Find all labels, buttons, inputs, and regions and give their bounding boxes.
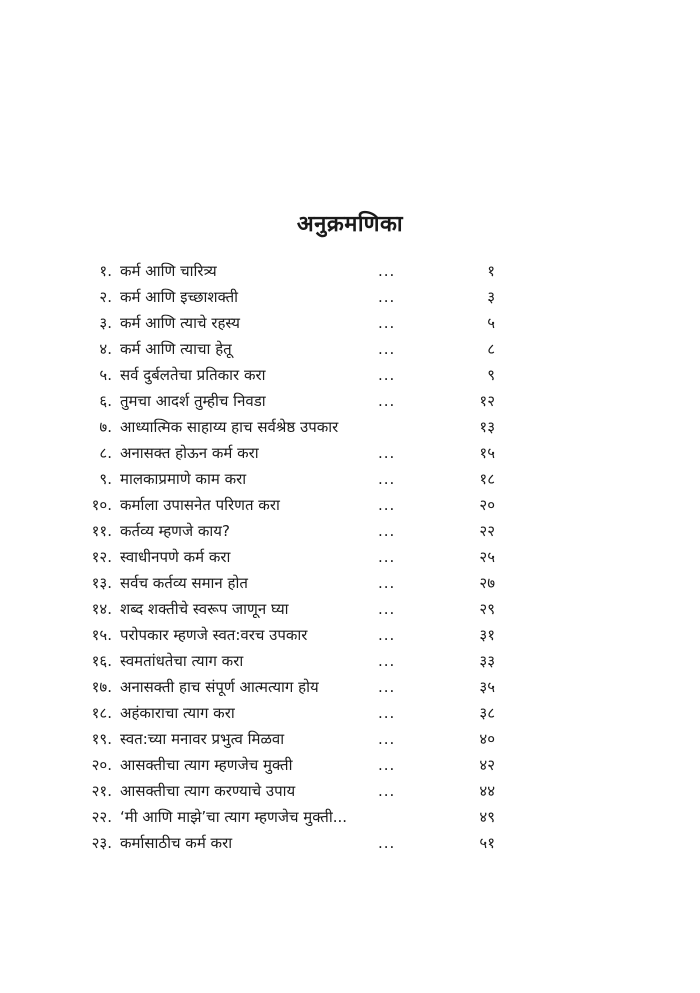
entry-leader: ...: [378, 626, 396, 644]
entry-number: ९.: [99, 470, 112, 488]
entry-number: १९.: [91, 730, 112, 748]
entry-title: स्वत:च्या मनावर प्रभुत्व मिळवा: [120, 730, 285, 748]
toc-entry: [0, 310, 700, 336]
entry-number: २०.: [91, 756, 112, 774]
entry-leader: ...: [378, 392, 396, 410]
entry-title: अनासक्ती हाच संपूर्ण आत्मत्याग होय: [120, 678, 319, 696]
entry-leader: ...: [378, 600, 396, 618]
entry-leader: ...: [378, 652, 396, 670]
entry-title: सर्वच कर्तव्य समान होत: [120, 574, 248, 592]
toc-entry: [0, 388, 700, 414]
entry-leader: ...: [378, 288, 396, 306]
entry-title: अहंकाराचा त्याग करा: [120, 704, 235, 722]
entry-number: ६.: [99, 392, 112, 410]
entry-page-number: २९: [479, 600, 495, 618]
entry-title: ‘मी आणि माझे’चा त्याग म्हणजेच मुक्ती...: [120, 808, 348, 826]
entry-page-number: २५: [479, 548, 495, 566]
entry-title: कर्म आणि चारित्र्य: [120, 262, 217, 280]
entry-page-number: २०: [479, 496, 495, 514]
entry-leader: ...: [378, 496, 396, 514]
toc-list: [0, 258, 700, 856]
entry-leader: ...: [378, 704, 396, 722]
page-title: अनुक्रमणिका: [296, 212, 404, 237]
entry-title: तुमचा आदर्श तुम्हीच निवडा: [120, 392, 266, 410]
entry-title: आसक्तीचा त्याग करण्याचे उपाय: [120, 782, 296, 800]
entry-leader: ...: [378, 262, 396, 280]
entry-title: स्वाधीनपणे कर्म करा: [120, 548, 231, 566]
toc-entry: [0, 804, 700, 830]
entry-page-number: ४४: [479, 782, 495, 800]
toc-entry: [0, 336, 700, 362]
toc-entry: [0, 258, 700, 284]
entry-number: ५.: [99, 366, 112, 384]
entry-leader: ...: [378, 756, 396, 774]
entry-number: ७.: [99, 418, 112, 436]
toc-entry: [0, 778, 700, 804]
entry-title: कर्माला उपासनेत परिणत करा: [120, 496, 280, 514]
entry-leader: ...: [378, 548, 396, 566]
entry-page-number: १३: [479, 418, 495, 436]
entry-number: १४.: [91, 600, 112, 618]
entry-page-number: १: [487, 262, 495, 280]
entry-title: स्वमतांधतेचा त्याग करा: [120, 652, 244, 670]
entry-number: ११.: [91, 522, 112, 540]
entry-title: कर्मासाठीच कर्म करा: [120, 834, 233, 852]
entry-page-number: ५: [487, 314, 495, 332]
toc-entry: [0, 570, 700, 596]
toc-entry: [0, 518, 700, 544]
toc-entry: [0, 726, 700, 752]
entry-title: सर्व दुर्बलतेचा प्रतिकार करा: [120, 366, 266, 384]
entry-number: १२.: [91, 548, 112, 566]
entry-page-number: ३३: [479, 652, 495, 670]
entry-number: १५.: [91, 626, 112, 644]
entry-title: मालकाप्रमाणे काम करा: [120, 470, 247, 488]
entry-page-number: ३१: [479, 626, 495, 644]
toc-entry: [0, 752, 700, 778]
entry-number: १०.: [91, 496, 112, 514]
entry-number: ४.: [99, 340, 112, 358]
entry-page-number: ४२: [479, 756, 495, 774]
toc-entry: [0, 492, 700, 518]
entry-title: अनासक्त होऊन कर्म करा: [120, 444, 259, 462]
entry-title: कर्म आणि त्याचे रहस्य: [120, 314, 240, 332]
toc-entry: [0, 830, 700, 856]
entry-page-number: २७: [479, 574, 495, 592]
toc-entry: [0, 440, 700, 466]
entry-title: परोपकार म्हणजे स्वत:वरच उपकार: [120, 626, 308, 644]
toc-entry: [0, 648, 700, 674]
entry-page-number: ३५: [479, 678, 495, 696]
entry-number: १८.: [91, 704, 112, 722]
entry-page-number: ३: [487, 288, 495, 306]
entry-title: कर्म आणि इच्छाशक्ती: [120, 288, 239, 306]
toc-entry: [0, 466, 700, 492]
entry-number: ८.: [99, 444, 112, 462]
entry-leader: ...: [378, 730, 396, 748]
entry-leader: ...: [378, 314, 396, 332]
entry-leader: ...: [378, 574, 396, 592]
entry-page-number: १५: [479, 444, 495, 462]
entry-title: शब्द शक्तीचे स्वरूप जाणून घ्या: [120, 600, 289, 618]
entry-title: कर्तव्य म्हणजे काय?: [120, 522, 230, 540]
entry-leader: ...: [378, 444, 396, 462]
entry-leader: ...: [378, 470, 396, 488]
toc-entry: [0, 674, 700, 700]
toc-entry: [0, 700, 700, 726]
entry-title: आसक्तीचा त्याग म्हणजेच मुक्ती: [120, 756, 293, 774]
entry-leader: ...: [378, 522, 396, 540]
entry-leader: ...: [378, 834, 396, 852]
entry-page-number: ३८: [479, 704, 495, 722]
entry-number: १.: [99, 262, 112, 280]
entry-page-number: ८: [487, 340, 495, 358]
entry-page-number: २२: [479, 522, 495, 540]
entry-number: १७.: [91, 678, 112, 696]
entry-page-number: १८: [479, 470, 495, 488]
entry-number: २२.: [91, 808, 112, 826]
toc-entry: [0, 414, 700, 440]
toc-entry: [0, 622, 700, 648]
entry-page-number: ५१: [479, 834, 495, 852]
entry-page-number: ४९: [479, 808, 495, 826]
entry-leader: ...: [378, 782, 396, 800]
toc-entry: [0, 284, 700, 310]
toc-entry: [0, 596, 700, 622]
entry-number: २१.: [91, 782, 112, 800]
toc-entry: [0, 544, 700, 570]
entry-leader: ...: [378, 340, 396, 358]
entry-title: कर्म आणि त्याचा हेतू: [120, 340, 232, 358]
entry-page-number: ९: [487, 366, 495, 384]
entry-title: आध्यात्मिक साहाय्य हाच सर्वश्रेष्ठ उपकार: [120, 418, 339, 436]
toc-entry: [0, 362, 700, 388]
entry-leader: ...: [378, 678, 396, 696]
entry-number: १६.: [91, 652, 112, 670]
entry-leader: ...: [378, 366, 396, 384]
entry-number: २३.: [91, 834, 112, 852]
entry-number: १३.: [91, 574, 112, 592]
entry-number: २.: [99, 288, 112, 306]
entry-page-number: १२: [479, 392, 495, 410]
entry-page-number: ४०: [479, 730, 495, 748]
entry-number: ३.: [99, 314, 112, 332]
